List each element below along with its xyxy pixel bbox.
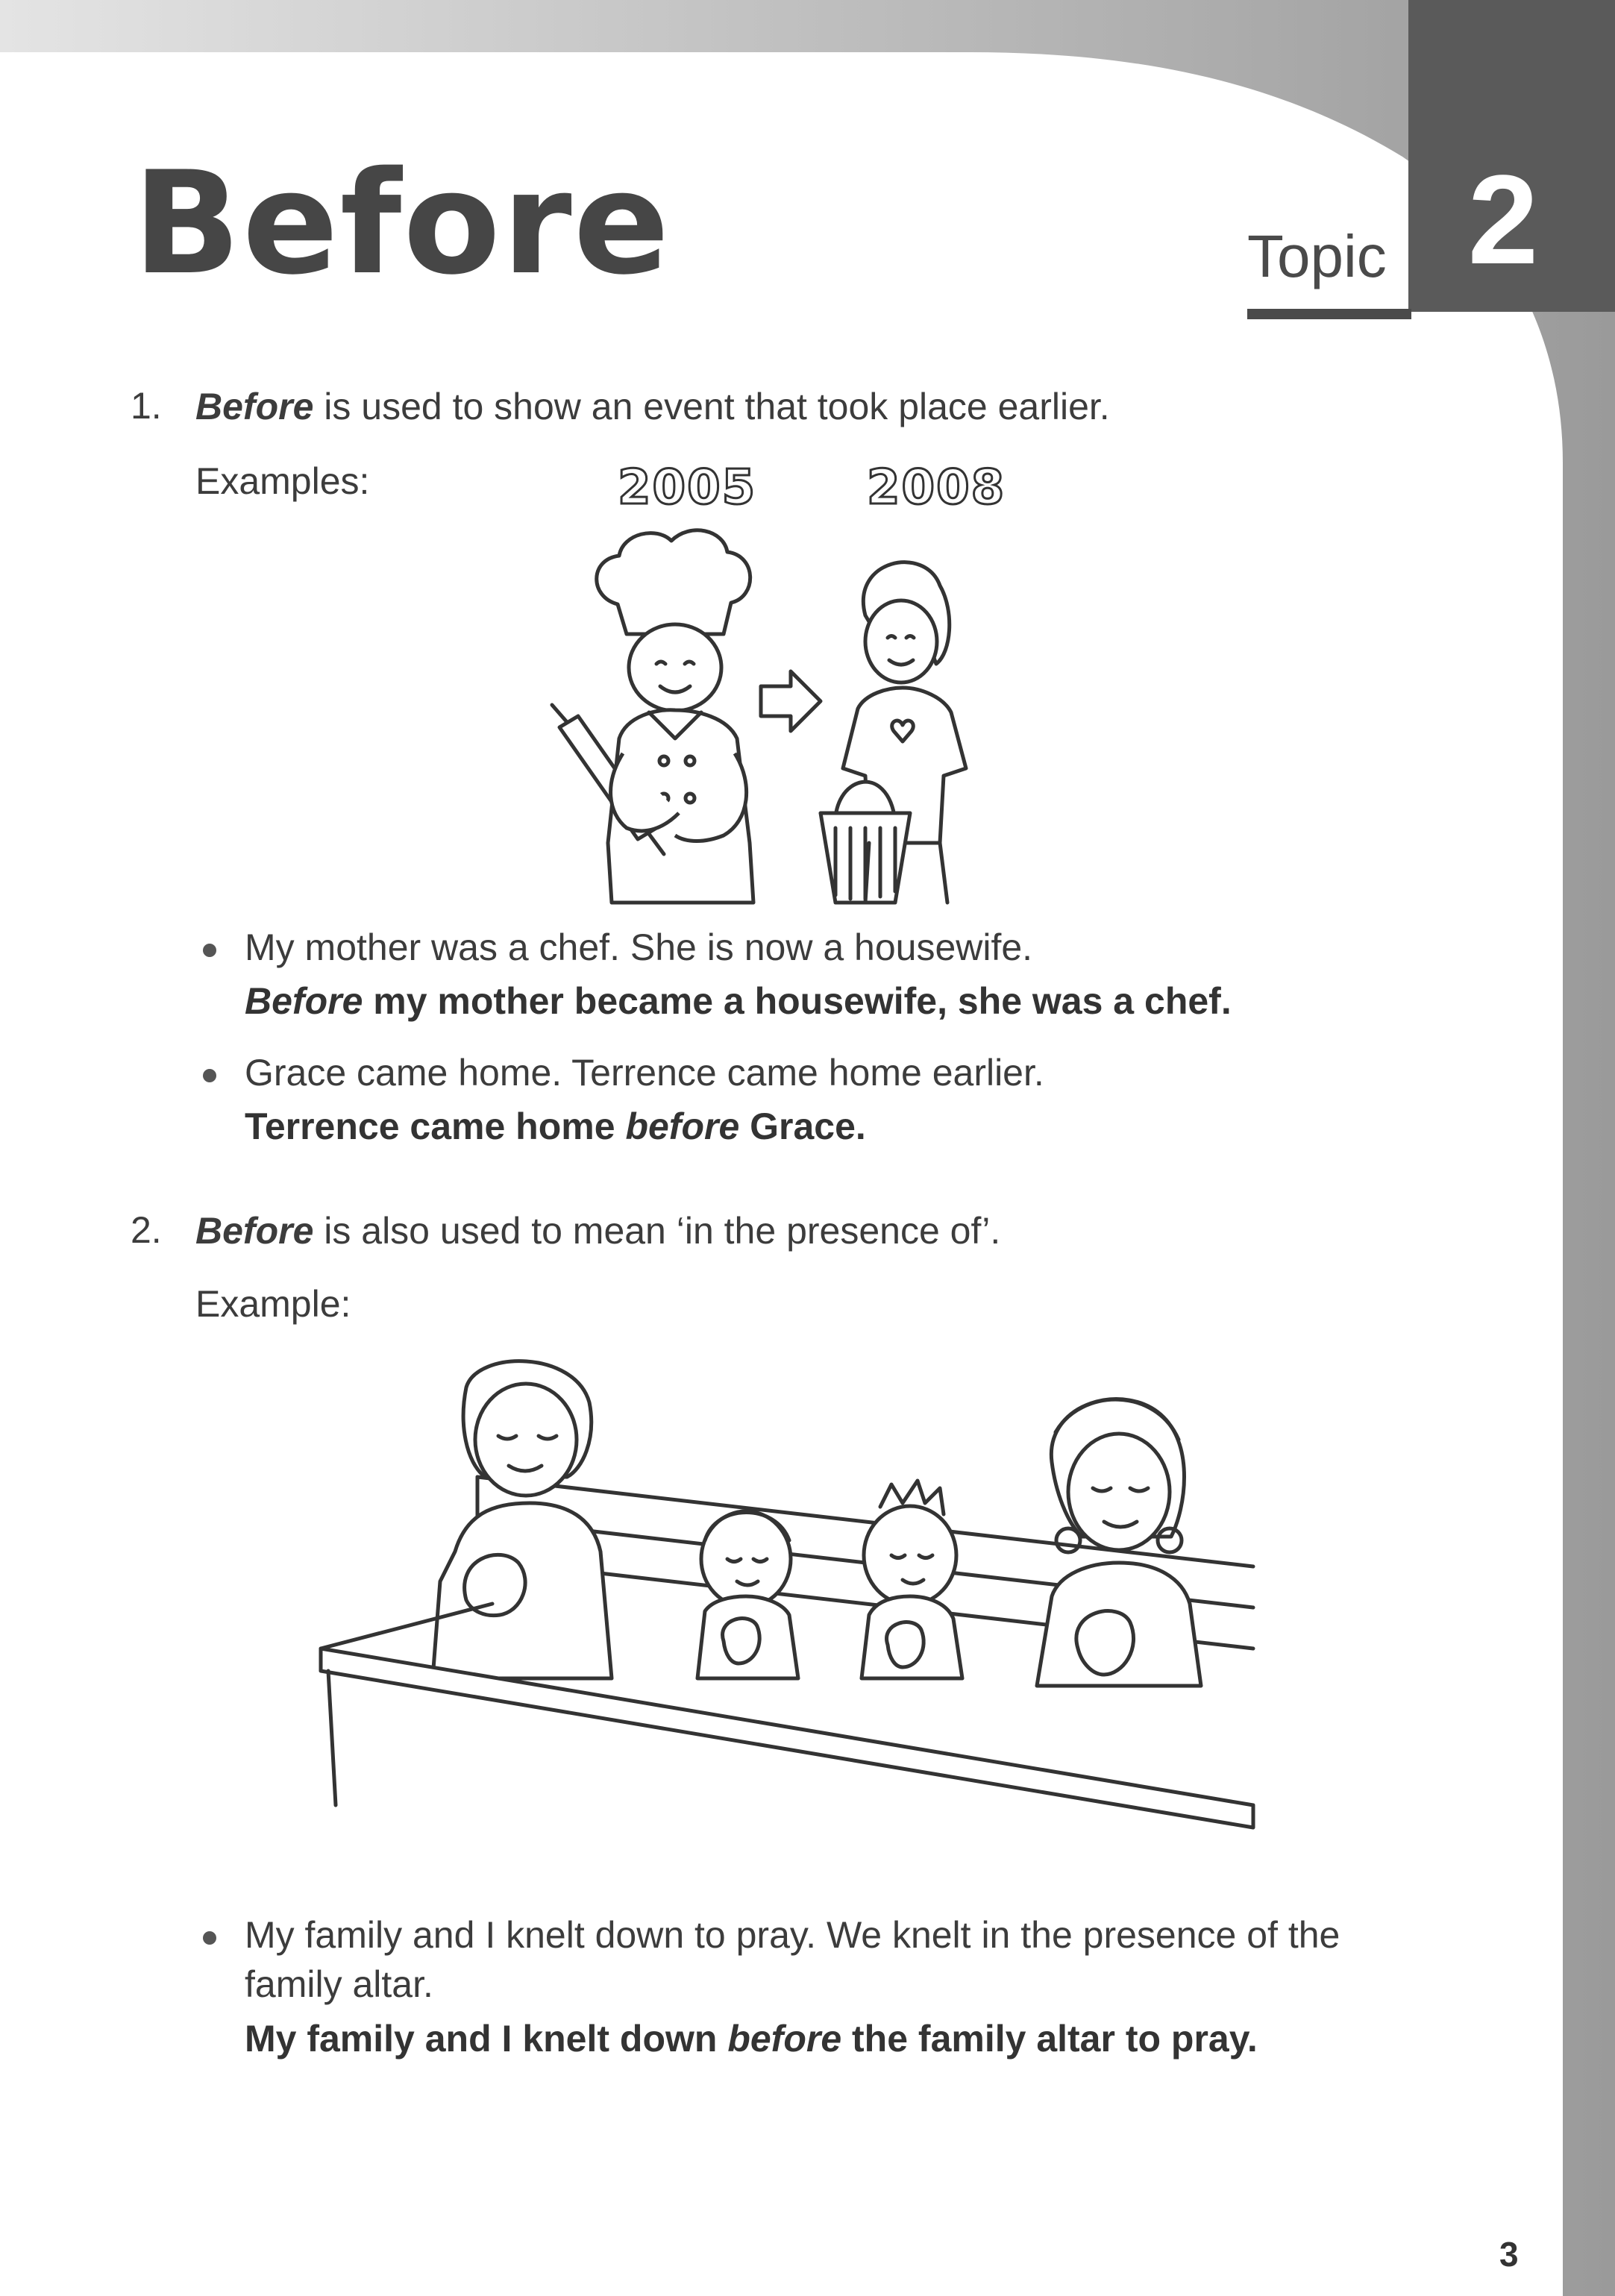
- bullet-icon: [203, 1069, 216, 1082]
- rule-1-keyword: Before: [195, 386, 314, 427]
- rule-2-text: is also used to mean ‘in the presence of’.: [313, 1210, 1001, 1252]
- item-number-1: 1.: [131, 385, 162, 427]
- example-2-plain: Grace came home. Terrence came home earlier.: [245, 1052, 1044, 1094]
- example-2-bold: [245, 1104, 866, 1149]
- bullet-icon: [203, 1931, 216, 1945]
- rule-2-keyword: Before: [195, 1210, 314, 1252]
- topic-number: 2: [1467, 149, 1539, 291]
- arrow-right-icon: [761, 671, 821, 731]
- example-1-rest: my mother became a housewife, she was a chef.: [363, 980, 1232, 1022]
- topic-underline: [1247, 309, 1411, 319]
- examples-label: Examples:: [195, 460, 370, 502]
- chef-to-housewife-illustration: [537, 515, 1000, 918]
- family-praying-illustration: [306, 1358, 1261, 1880]
- rule-1: [195, 384, 1110, 429]
- topic-label: Topic: [1247, 223, 1387, 289]
- example-3-end: the family altar to pray.: [841, 2018, 1258, 2060]
- example-3-plain-line2: family altar.: [245, 1963, 433, 2005]
- year-2005: 2005: [618, 460, 757, 515]
- page-title: Before: [133, 141, 671, 306]
- example-2-keyword: before: [625, 1105, 740, 1147]
- example-1-keyword: Before: [245, 980, 363, 1022]
- rule-2: [195, 1208, 1000, 1253]
- example-3-keyword: before: [727, 2018, 842, 2060]
- example-3-bold: [245, 2016, 1258, 2061]
- item-number-2: 2.: [131, 1209, 162, 1251]
- example-1-plain: My mother was a chef. She is now a housewife.: [245, 926, 1033, 968]
- bullet-icon: [203, 944, 216, 957]
- example-1-bold: [245, 979, 1232, 1023]
- example-2-end: Grace.: [739, 1105, 866, 1147]
- year-2008: 2008: [867, 460, 1006, 515]
- example-3-plain-line1: My family and I knelt down to pray. We knelt in the presence of the: [245, 1914, 1340, 1956]
- example-label: Example:: [195, 1283, 351, 1325]
- example-2-start: Terrence came home: [245, 1105, 626, 1147]
- page-number: 3: [1499, 2235, 1519, 2274]
- rule-1-text: is used to show an event that took place earlier.: [313, 386, 1110, 427]
- example-3-start: My family and I knelt down: [245, 2018, 728, 2060]
